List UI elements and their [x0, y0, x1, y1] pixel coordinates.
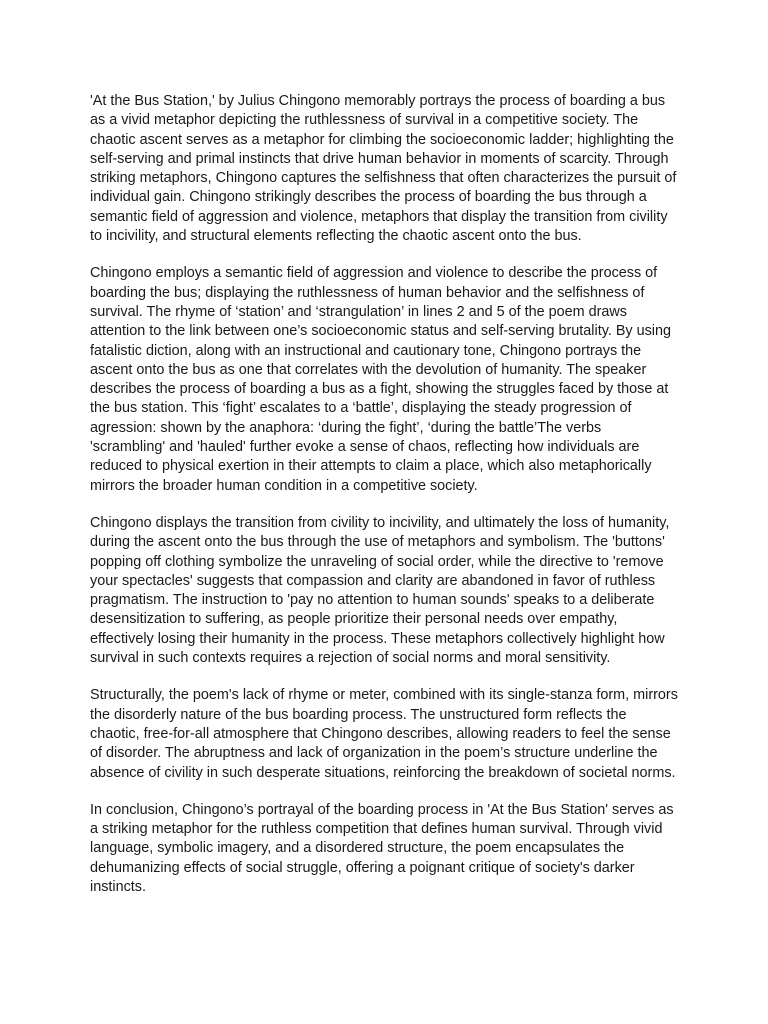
essay-paragraph-intro: 'At the Bus Station,' by Julius Chingono memorably portrays the process of boarding a bus as a vivid metaphor depicting the ruthlessness of survival in a competitive society. The chaotic ascent serves as a metaphor for climbing the socioeconomic ladder; highlighting the self-serving and primal instincts that drive human behavior in moments of scarcity. Through striking metaphors, Chingono captures the selfishness that often characterizes the pursuit of individual gain. Chingono strikingly describes the process of boarding the bus through a semantic field of aggression and violence, metaphors that display the transition from civility to incivility, and structural elements reflecting the chaotic ascent onto the bus. — [90, 93, 677, 245]
essay-paragraph-civility: Chingono displays the transition from civility to incivility, and ultimately the loss of humanity, during the ascent onto the bus through the use of metaphors and symbolism. The 'buttons' popping off clothing symbolize the unraveling of social order, while the directive to 'remove your spectacles' suggests that compassion and clarity are abandoned in favor of ruthless pragmatism. The instruction to 'pay no attention to human sounds' speaks to a deliberate desensitization to suffering, as people prioritize their personal needs over empathy, effectively losing their humanity in the process. These metaphors collectively highlight how survival in such contexts requires a rejection of social norms and moral sensitivity. — [90, 514, 670, 667]
essay-paragraph-structure: Structurally, the poem's lack of rhyme or meter, combined with its single-stanza form, mirrors the disorderly nature of the bus boarding process. The unstructured form reflects the chaotic, free-for-all atmosphere that Chingono describes, allowing readers to feel the sense of disorder. The abruptness and lack of organization in the poem’s structure underline the absence of civility in such desperate situations, reinforcing the breakdown of societal norms. — [90, 687, 678, 781]
essay-paragraph-conclusion: In conclusion, Chingono’s portrayal of the boarding process in 'At the Bus Station' serves as a striking metaphor for the ruthless competition that defines human survival. Through vivid language, symbolic imagery, and a disordered structure, the poem encapsulates the dehumanizing effects of social struggle, offering a poignant critique of society's darker instincts. — [90, 801, 674, 895]
essay-body — [90, 92, 680, 915]
essay-paragraph-semantic-field: Chingono employs a semantic field of aggression and violence to describe the process of boarding the bus; displaying the ruthlessness of human behavior and the selfishness of survival. The rhyme of ‘station’ and ‘strangulation’ in lines 2 and 5 of the poem draws attention to the link between one’s socioeconomic status and self-serving brutality. By using fatalistic diction, along with an instructional and cautionary tone, Chingono portrays the ascent onto the bus as one that correlates with the devolution of humanity. The speaker describes the process of boarding a bus as a fight, showing the struggles faced by those at the bus station. This ‘fight’ escalates to a ‘battle’, displaying the steady progression of agression: shown by the anaphora: ‘during the fight’, ‘during the battle’The verbs 'scrambling' and 'hauled' further evoke a sense of chaos, reflecting how individuals are reduced to physical exertion in their attempts to claim a place, which also metaphorically mirrors the broader human condition in a competitive society. — [90, 265, 672, 494]
